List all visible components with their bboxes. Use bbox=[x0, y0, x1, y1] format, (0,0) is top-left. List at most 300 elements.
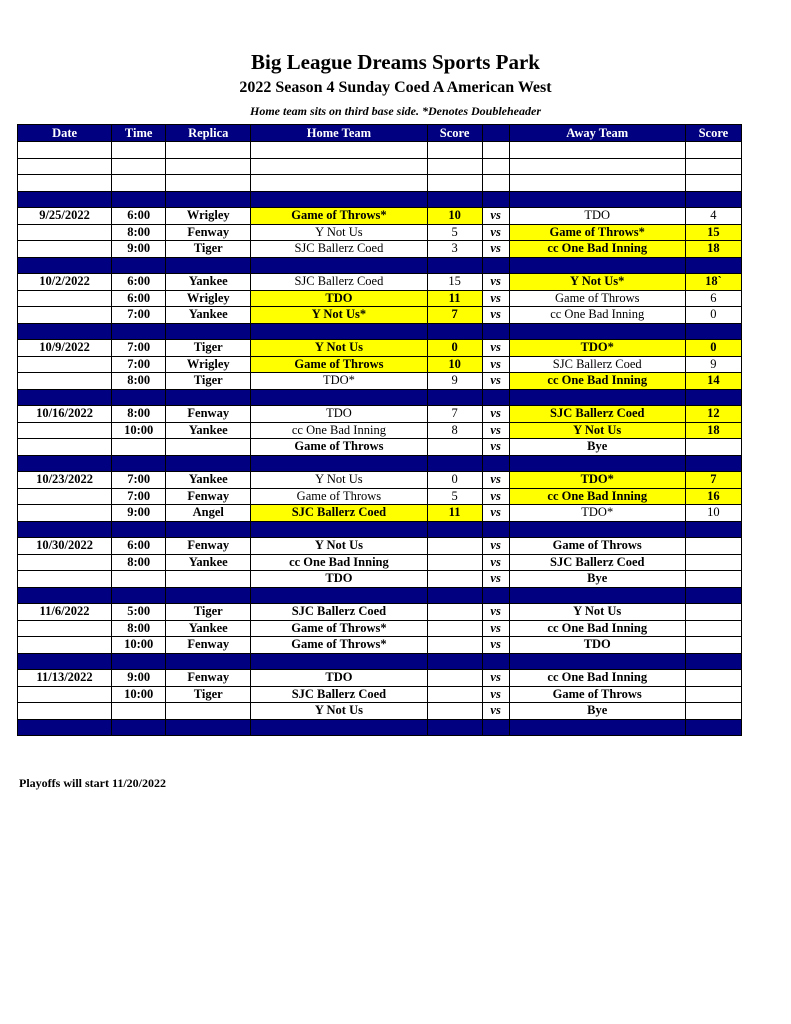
table-row bbox=[18, 241, 742, 258]
table-row bbox=[18, 604, 742, 621]
game-field bbox=[166, 158, 251, 175]
away-team: TDO* bbox=[509, 472, 685, 489]
week-separator bbox=[18, 455, 742, 472]
vs-label: vs bbox=[482, 538, 509, 555]
game-field: Yankee bbox=[166, 274, 251, 291]
home-score bbox=[427, 620, 482, 637]
game-field: Wrigley bbox=[166, 208, 251, 225]
home-team: TDO bbox=[251, 670, 427, 687]
vs-label: vs bbox=[482, 571, 509, 588]
separator-cell bbox=[166, 653, 251, 670]
home-team: Y Not Us bbox=[251, 340, 427, 357]
game-time: 8:00 bbox=[112, 554, 166, 571]
separator-cell bbox=[685, 653, 741, 670]
away-score: 10 bbox=[685, 505, 741, 522]
separator-cell bbox=[251, 389, 427, 406]
away-score bbox=[685, 670, 741, 687]
away-team: cc One Bad Inning bbox=[509, 488, 685, 505]
separator-cell bbox=[427, 455, 482, 472]
game-time: 8:00 bbox=[112, 373, 166, 390]
game-field: Fenway bbox=[166, 406, 251, 423]
game-time: 8:00 bbox=[112, 620, 166, 637]
away-team: Bye bbox=[509, 439, 685, 456]
game-date bbox=[18, 422, 112, 439]
game-date bbox=[18, 142, 112, 159]
separator-cell bbox=[427, 719, 482, 736]
away-team bbox=[509, 158, 685, 175]
game-date: 9/25/2022 bbox=[18, 208, 112, 225]
game-field bbox=[166, 439, 251, 456]
away-team: Game of Throws bbox=[509, 538, 685, 555]
separator-cell bbox=[482, 191, 509, 208]
away-team: TDO* bbox=[509, 340, 685, 357]
separator-cell bbox=[509, 719, 685, 736]
separator-cell bbox=[509, 587, 685, 604]
vs-label: vs bbox=[482, 703, 509, 720]
game-date: 11/6/2022 bbox=[18, 604, 112, 621]
home-score: 3 bbox=[427, 241, 482, 258]
home-team: TDO bbox=[251, 571, 427, 588]
away-team: Y Not Us bbox=[509, 604, 685, 621]
away-team: SJC Ballerz Coed bbox=[509, 406, 685, 423]
home-score bbox=[427, 439, 482, 456]
game-time: 6:00 bbox=[112, 274, 166, 291]
away-score: 18` bbox=[685, 274, 741, 291]
table-row bbox=[18, 439, 742, 456]
away-score bbox=[685, 571, 741, 588]
separator-cell bbox=[251, 191, 427, 208]
separator-cell bbox=[18, 191, 112, 208]
separator-cell bbox=[685, 587, 741, 604]
separator-cell bbox=[112, 521, 166, 538]
vs-label bbox=[482, 175, 509, 192]
home-team bbox=[251, 158, 427, 175]
table-row bbox=[18, 620, 742, 637]
game-field: Yankee bbox=[166, 554, 251, 571]
away-score bbox=[685, 439, 741, 456]
game-time: 10:00 bbox=[112, 686, 166, 703]
away-score: 15 bbox=[685, 224, 741, 241]
separator-cell bbox=[18, 257, 112, 274]
week-separator bbox=[18, 257, 742, 274]
home-score bbox=[427, 175, 482, 192]
away-score: 9 bbox=[685, 356, 741, 373]
home-team: Game of Throws bbox=[251, 356, 427, 373]
col-date: Date bbox=[18, 125, 112, 142]
separator-cell bbox=[112, 191, 166, 208]
away-team: SJC Ballerz Coed bbox=[509, 554, 685, 571]
game-field: Tiger bbox=[166, 340, 251, 357]
vs-label: vs bbox=[482, 620, 509, 637]
separator-cell bbox=[166, 521, 251, 538]
separator-cell bbox=[251, 257, 427, 274]
home-team bbox=[251, 142, 427, 159]
game-date: 10/2/2022 bbox=[18, 274, 112, 291]
table-row bbox=[18, 142, 742, 159]
away-team: cc One Bad Inning bbox=[509, 620, 685, 637]
home-team: Y Not Us bbox=[251, 224, 427, 241]
vs-label: vs bbox=[482, 307, 509, 324]
week-separator bbox=[18, 719, 742, 736]
game-field: Wrigley bbox=[166, 290, 251, 307]
separator-cell bbox=[509, 455, 685, 472]
home-score bbox=[427, 703, 482, 720]
game-time: 9:00 bbox=[112, 241, 166, 258]
home-team: Game of Throws* bbox=[251, 208, 427, 225]
vs-label: vs bbox=[482, 290, 509, 307]
col-time: Time bbox=[112, 125, 166, 142]
game-time bbox=[112, 571, 166, 588]
game-date bbox=[18, 571, 112, 588]
separator-cell bbox=[427, 587, 482, 604]
away-score bbox=[685, 142, 741, 159]
separator-cell bbox=[427, 257, 482, 274]
table-row bbox=[18, 356, 742, 373]
game-date bbox=[18, 686, 112, 703]
vs-label: vs bbox=[482, 637, 509, 654]
game-time: 8:00 bbox=[112, 224, 166, 241]
game-time: 5:00 bbox=[112, 604, 166, 621]
vs-label: vs bbox=[482, 670, 509, 687]
home-team: Y Not Us bbox=[251, 703, 427, 720]
separator-cell bbox=[112, 455, 166, 472]
home-score bbox=[427, 538, 482, 555]
game-field: Wrigley bbox=[166, 356, 251, 373]
home-score bbox=[427, 554, 482, 571]
separator-cell bbox=[166, 323, 251, 340]
home-score: 0 bbox=[427, 340, 482, 357]
away-score: 18 bbox=[685, 241, 741, 258]
game-time: 9:00 bbox=[112, 670, 166, 687]
game-date bbox=[18, 290, 112, 307]
vs-label: vs bbox=[482, 241, 509, 258]
game-date bbox=[18, 620, 112, 637]
separator-cell bbox=[18, 455, 112, 472]
separator-cell bbox=[166, 587, 251, 604]
away-team: Game of Throws* bbox=[509, 224, 685, 241]
away-team: cc One Bad Inning bbox=[509, 241, 685, 258]
separator-cell bbox=[18, 323, 112, 340]
away-team: TDO bbox=[509, 208, 685, 225]
away-score bbox=[685, 703, 741, 720]
away-score bbox=[685, 686, 741, 703]
home-score: 7 bbox=[427, 307, 482, 324]
away-score bbox=[685, 620, 741, 637]
separator-cell bbox=[482, 389, 509, 406]
separator-cell bbox=[166, 719, 251, 736]
week-separator bbox=[18, 587, 742, 604]
week-separator bbox=[18, 653, 742, 670]
separator-cell bbox=[112, 653, 166, 670]
table-row bbox=[18, 175, 742, 192]
separator-cell bbox=[251, 719, 427, 736]
separator-cell bbox=[685, 521, 741, 538]
table-row bbox=[18, 158, 742, 175]
home-score: 11 bbox=[427, 290, 482, 307]
game-time: 6:00 bbox=[112, 538, 166, 555]
away-team bbox=[509, 175, 685, 192]
away-score: 12 bbox=[685, 406, 741, 423]
separator-cell bbox=[427, 653, 482, 670]
away-score bbox=[685, 158, 741, 175]
home-score bbox=[427, 571, 482, 588]
col-home-team: Home Team bbox=[251, 125, 427, 142]
game-field bbox=[166, 703, 251, 720]
separator-cell bbox=[112, 323, 166, 340]
game-field: Yankee bbox=[166, 307, 251, 324]
home-team: TDO bbox=[251, 406, 427, 423]
table-row bbox=[18, 290, 742, 307]
away-team: Bye bbox=[509, 703, 685, 720]
game-field: Fenway bbox=[166, 670, 251, 687]
table-row bbox=[18, 340, 742, 357]
separator-cell bbox=[482, 455, 509, 472]
separator-cell bbox=[18, 587, 112, 604]
separator-cell bbox=[166, 191, 251, 208]
schedule-body bbox=[18, 142, 742, 736]
separator-cell bbox=[166, 455, 251, 472]
away-score: 0 bbox=[685, 340, 741, 357]
separator-cell bbox=[427, 323, 482, 340]
game-date: 10/23/2022 bbox=[18, 472, 112, 489]
game-time: 7:00 bbox=[112, 356, 166, 373]
game-field: Tiger bbox=[166, 604, 251, 621]
home-team: SJC Ballerz Coed bbox=[251, 274, 427, 291]
vs-label: vs bbox=[482, 439, 509, 456]
game-time: 9:00 bbox=[112, 505, 166, 522]
home-team: cc One Bad Inning bbox=[251, 554, 427, 571]
col-home-score: Score bbox=[427, 125, 482, 142]
vs-label: vs bbox=[482, 356, 509, 373]
game-field bbox=[166, 142, 251, 159]
home-score: 10 bbox=[427, 356, 482, 373]
home-team: TDO* bbox=[251, 373, 427, 390]
away-score: 4 bbox=[685, 208, 741, 225]
table-row bbox=[18, 505, 742, 522]
away-team: cc One Bad Inning bbox=[509, 307, 685, 324]
game-date bbox=[18, 307, 112, 324]
game-time: 8:00 bbox=[112, 406, 166, 423]
home-team: Game of Throws bbox=[251, 439, 427, 456]
separator-cell bbox=[112, 257, 166, 274]
game-time: 6:00 bbox=[112, 290, 166, 307]
separator-cell bbox=[112, 719, 166, 736]
home-score: 0 bbox=[427, 472, 482, 489]
vs-label: vs bbox=[482, 554, 509, 571]
home-team: SJC Ballerz Coed bbox=[251, 604, 427, 621]
vs-label: vs bbox=[482, 505, 509, 522]
game-field: Yankee bbox=[166, 620, 251, 637]
home-score: 10 bbox=[427, 208, 482, 225]
separator-cell bbox=[509, 323, 685, 340]
season-subtitle: 2022 Season 4 Sunday Coed A American West bbox=[239, 79, 552, 96]
separator-cell bbox=[685, 389, 741, 406]
away-team: cc One Bad Inning bbox=[509, 670, 685, 687]
home-team: Game of Throws* bbox=[251, 637, 427, 654]
vs-label: vs bbox=[482, 422, 509, 439]
game-date: 10/16/2022 bbox=[18, 406, 112, 423]
week-separator bbox=[18, 389, 742, 406]
separator-cell bbox=[18, 719, 112, 736]
home-score: 8 bbox=[427, 422, 482, 439]
game-date bbox=[18, 356, 112, 373]
home-team: Y Not Us* bbox=[251, 307, 427, 324]
separator-cell bbox=[482, 257, 509, 274]
table-row bbox=[18, 488, 742, 505]
table-row bbox=[18, 637, 742, 654]
game-date bbox=[18, 488, 112, 505]
playoffs-note: Playoffs will start 11/20/2022 bbox=[19, 776, 166, 790]
vs-label bbox=[482, 142, 509, 159]
game-field: Tiger bbox=[166, 373, 251, 390]
separator-cell bbox=[685, 719, 741, 736]
away-score bbox=[685, 554, 741, 571]
home-score: 5 bbox=[427, 488, 482, 505]
separator-cell bbox=[251, 653, 427, 670]
separator-cell bbox=[18, 389, 112, 406]
game-field: Yankee bbox=[166, 472, 251, 489]
game-time: 7:00 bbox=[112, 488, 166, 505]
page-title: Big League Dreams Sports Park bbox=[251, 50, 540, 74]
game-date: 10/9/2022 bbox=[18, 340, 112, 357]
week-separator bbox=[18, 191, 742, 208]
home-score bbox=[427, 637, 482, 654]
table-row bbox=[18, 406, 742, 423]
away-score: 7 bbox=[685, 472, 741, 489]
game-date bbox=[18, 373, 112, 390]
separator-cell bbox=[427, 389, 482, 406]
week-separator bbox=[18, 521, 742, 538]
away-score: 18 bbox=[685, 422, 741, 439]
home-team: SJC Ballerz Coed bbox=[251, 505, 427, 522]
away-score: 0 bbox=[685, 307, 741, 324]
away-team: Game of Throws bbox=[509, 290, 685, 307]
game-time bbox=[112, 703, 166, 720]
separator-cell bbox=[482, 719, 509, 736]
game-time: 6:00 bbox=[112, 208, 166, 225]
home-score: 15 bbox=[427, 274, 482, 291]
separator-cell bbox=[18, 653, 112, 670]
separator-cell bbox=[251, 521, 427, 538]
home-score: 7 bbox=[427, 406, 482, 423]
game-field bbox=[166, 571, 251, 588]
game-time bbox=[112, 439, 166, 456]
away-team bbox=[509, 142, 685, 159]
table-row bbox=[18, 224, 742, 241]
separator-cell bbox=[482, 587, 509, 604]
game-time bbox=[112, 158, 166, 175]
away-score bbox=[685, 637, 741, 654]
table-row bbox=[18, 307, 742, 324]
table-row bbox=[18, 274, 742, 291]
week-separator bbox=[18, 323, 742, 340]
game-date: 11/13/2022 bbox=[18, 670, 112, 687]
away-score: 16 bbox=[685, 488, 741, 505]
home-team: Y Not Us bbox=[251, 472, 427, 489]
game-field: Fenway bbox=[166, 637, 251, 654]
away-team: Y Not Us* bbox=[509, 274, 685, 291]
home-score: 5 bbox=[427, 224, 482, 241]
game-time bbox=[112, 142, 166, 159]
game-date bbox=[18, 439, 112, 456]
game-date bbox=[18, 554, 112, 571]
home-team: Game of Throws* bbox=[251, 620, 427, 637]
away-team: Game of Throws bbox=[509, 686, 685, 703]
table-row bbox=[18, 208, 742, 225]
game-date bbox=[18, 175, 112, 192]
col-replica: Replica bbox=[166, 125, 251, 142]
table-row bbox=[18, 422, 742, 439]
separator-cell bbox=[482, 521, 509, 538]
separator-cell bbox=[509, 521, 685, 538]
vs-label: vs bbox=[482, 340, 509, 357]
vs-label: vs bbox=[482, 472, 509, 489]
home-score bbox=[427, 604, 482, 621]
home-team: SJC Ballerz Coed bbox=[251, 241, 427, 258]
game-field: Fenway bbox=[166, 224, 251, 241]
away-team: Y Not Us bbox=[509, 422, 685, 439]
col-vs bbox=[482, 125, 509, 142]
table-row bbox=[18, 554, 742, 571]
table-row bbox=[18, 538, 742, 555]
home-score bbox=[427, 686, 482, 703]
separator-cell bbox=[685, 191, 741, 208]
game-date bbox=[18, 637, 112, 654]
schedule-table bbox=[17, 124, 742, 736]
vs-label: vs bbox=[482, 224, 509, 241]
home-team: SJC Ballerz Coed bbox=[251, 686, 427, 703]
game-field bbox=[166, 175, 251, 192]
separator-cell bbox=[509, 191, 685, 208]
game-time: 10:00 bbox=[112, 637, 166, 654]
game-date bbox=[18, 241, 112, 258]
vs-label: vs bbox=[482, 406, 509, 423]
away-team: TDO bbox=[509, 637, 685, 654]
vs-label: vs bbox=[482, 373, 509, 390]
away-team: SJC Ballerz Coed bbox=[509, 356, 685, 373]
separator-cell bbox=[251, 323, 427, 340]
separator-cell bbox=[112, 587, 166, 604]
separator-cell bbox=[685, 455, 741, 472]
home-team: TDO bbox=[251, 290, 427, 307]
game-date bbox=[18, 703, 112, 720]
table-row bbox=[18, 571, 742, 588]
game-field: Tiger bbox=[166, 686, 251, 703]
home-score: 11 bbox=[427, 505, 482, 522]
vs-label bbox=[482, 158, 509, 175]
col-away-score: Score bbox=[685, 125, 741, 142]
col-away-team: Away Team bbox=[509, 125, 685, 142]
away-score bbox=[685, 175, 741, 192]
home-score bbox=[427, 670, 482, 687]
separator-cell bbox=[166, 257, 251, 274]
home-team: Game of Throws bbox=[251, 488, 427, 505]
table-row bbox=[18, 373, 742, 390]
separator-cell bbox=[482, 653, 509, 670]
game-date: 10/30/2022 bbox=[18, 538, 112, 555]
home-score: 9 bbox=[427, 373, 482, 390]
game-date bbox=[18, 505, 112, 522]
table-row bbox=[18, 703, 742, 720]
schedule-note: Home team sits on third base side. *Denotes Doubleheader bbox=[250, 104, 541, 118]
game-field: Fenway bbox=[166, 488, 251, 505]
table-row bbox=[18, 472, 742, 489]
vs-label: vs bbox=[482, 274, 509, 291]
separator-cell bbox=[251, 455, 427, 472]
game-time bbox=[112, 175, 166, 192]
separator-cell bbox=[509, 653, 685, 670]
separator-cell bbox=[685, 257, 741, 274]
